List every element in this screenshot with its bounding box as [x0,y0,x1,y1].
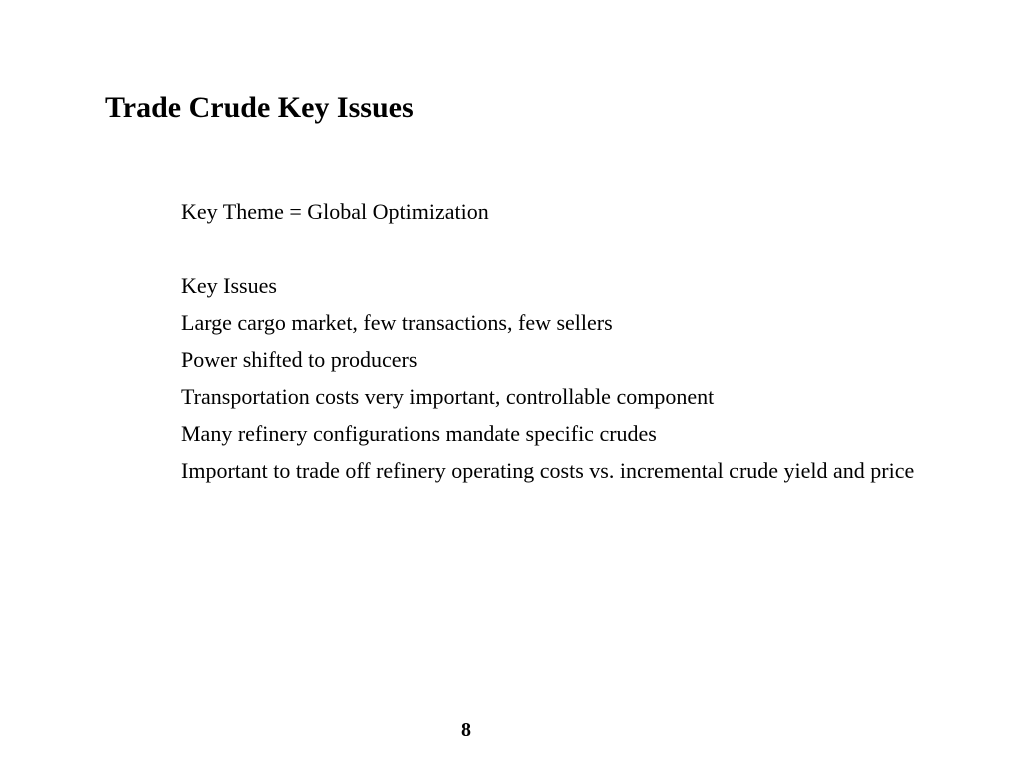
issue-item: Important to trade off refinery operating costs vs. incremental crude yield and price [181,458,915,483]
key-theme-text: Key Theme = Global Optimization [181,199,489,224]
key-issues-heading: Key Issues [181,273,277,298]
issue-item: Large cargo market, few transactions, few sellers [181,310,613,335]
page-number: 8 [461,719,471,741]
slide-title: Trade Crude Key Issues [105,91,414,124]
issue-item: Power shifted to producers [181,347,418,372]
issue-item: Many refinery configurations mandate specific crudes [181,421,657,446]
slide-body [181,199,1001,497]
issue-item: Transportation costs very important, controllable component [181,384,715,409]
